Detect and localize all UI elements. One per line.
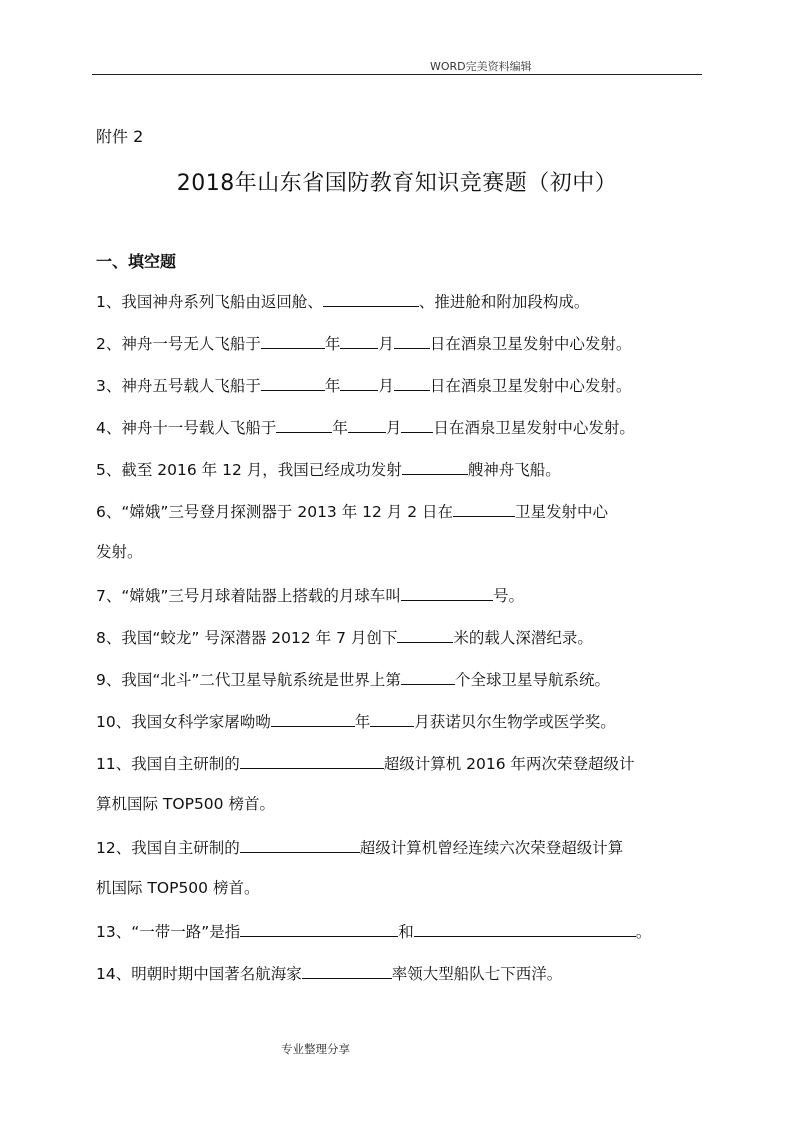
answer-blank[interactable] bbox=[240, 836, 360, 853]
header-rule bbox=[92, 74, 702, 75]
question-8: 8、我国“蛟龙” 号深潜器 2012 年 7 月创下 米的载人深潜纪录。 bbox=[96, 626, 593, 649]
page-footer: 专业整理分享 bbox=[281, 1042, 350, 1056]
answer-blank[interactable] bbox=[394, 332, 430, 349]
answer-blank[interactable] bbox=[370, 710, 414, 727]
answer-blank[interactable] bbox=[261, 332, 325, 349]
answer-blank[interactable] bbox=[261, 374, 325, 391]
question-11-cont: 算机国际 TOP500 榜首。 bbox=[96, 795, 275, 813]
answer-blank[interactable] bbox=[340, 374, 378, 391]
attachment-label: 附件 2 bbox=[96, 127, 144, 146]
question-7: 7、“嫦娥”三号月球着陆器上搭载的月球车叫 号。 bbox=[96, 584, 524, 607]
section-heading: 一、填空题 bbox=[96, 252, 177, 271]
question-1: 1、我国神舟系列飞船由返回舱、 、推进舱和附加段构成。 bbox=[96, 290, 589, 313]
answer-blank[interactable] bbox=[402, 458, 468, 475]
answer-blank[interactable] bbox=[240, 920, 398, 937]
question-13: 13、“一带一路”是指 和 。 bbox=[96, 920, 651, 943]
question-5: 5、截至 2016 年 12 月，我国已经成功发射 艘神舟飞船。 bbox=[96, 458, 561, 481]
answer-blank[interactable] bbox=[271, 710, 355, 727]
answer-blank[interactable] bbox=[323, 290, 419, 307]
answer-blank[interactable] bbox=[401, 668, 455, 685]
question-2: 2、神舟一号无人飞船于 年 月 日在酒泉卫星发射中心发射。 bbox=[96, 332, 631, 355]
answer-blank[interactable] bbox=[302, 962, 392, 979]
question-4: 4、神舟十一号载人飞船于 年 月 日在酒泉卫星发射中心发射。 bbox=[96, 416, 635, 439]
question-9: 9、我国“北斗”二代卫星导航系统是世界上第 个全球卫星导航系统。 bbox=[96, 668, 610, 691]
answer-blank[interactable] bbox=[401, 584, 493, 601]
header-text: WORD完美资料编辑 bbox=[430, 60, 532, 73]
question-11: 11、我国自主研制的 超级计算机 2016 年两次荣登超级计 bbox=[96, 752, 635, 775]
answer-blank[interactable] bbox=[453, 500, 515, 517]
answer-blank[interactable] bbox=[348, 416, 386, 433]
question-6: 6、“嫦娥”三号登月探测器于 2013 年 12 月 2 日在 卫星发射中心 bbox=[96, 500, 608, 523]
question-6-cont: 发射。 bbox=[96, 543, 143, 561]
page-title: 2018年山东省国防教育知识竞赛题（初中） bbox=[176, 171, 618, 196]
answer-blank[interactable] bbox=[240, 752, 384, 769]
answer-blank[interactable] bbox=[276, 416, 332, 433]
answer-blank[interactable] bbox=[394, 374, 430, 391]
answer-blank[interactable] bbox=[397, 626, 453, 643]
question-10: 10、我国女科学家屠呦呦 年 月获诺贝尔生物学或医学奖。 bbox=[96, 710, 616, 733]
question-3: 3、神舟五号载人飞船于 年 月 日在酒泉卫星发射中心发射。 bbox=[96, 374, 631, 397]
question-12-cont: 机国际 TOP500 榜首。 bbox=[96, 879, 260, 897]
answer-blank[interactable] bbox=[340, 332, 378, 349]
answer-blank[interactable] bbox=[401, 416, 433, 433]
answer-blank[interactable] bbox=[414, 920, 636, 937]
question-12: 12、我国自主研制的 超级计算机曾经连续六次荣登超级计算 bbox=[96, 836, 623, 859]
question-14: 14、明朝时期中国著名航海家 率领大型船队七下西洋。 bbox=[96, 962, 562, 985]
